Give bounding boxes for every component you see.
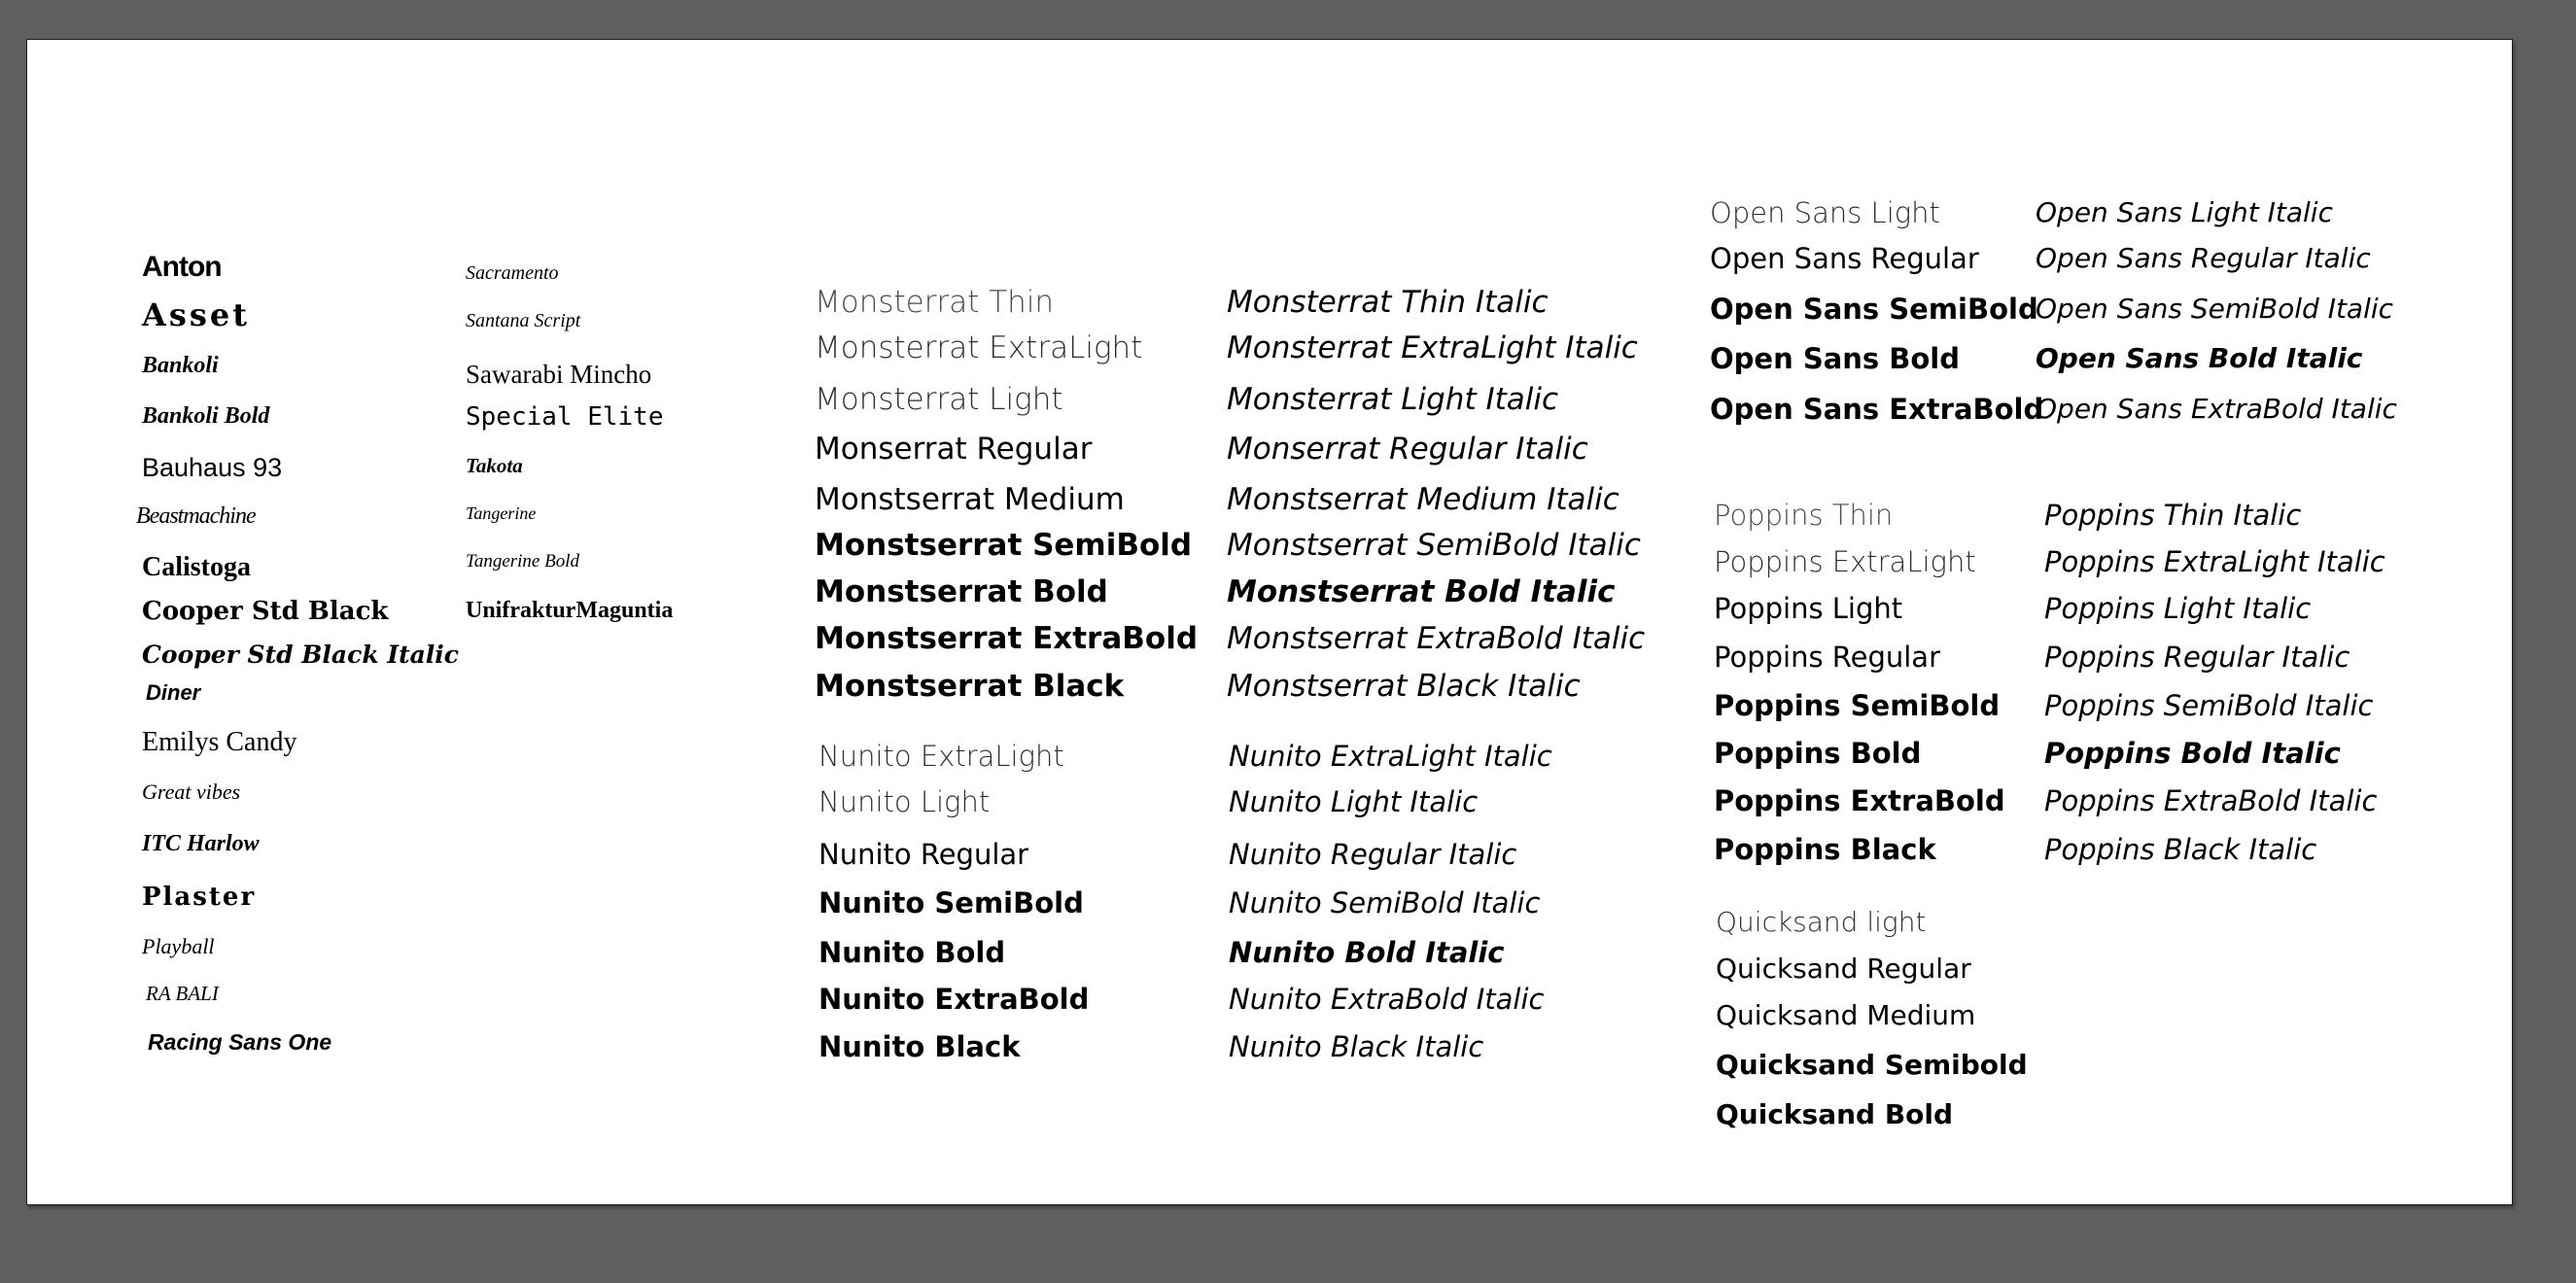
font-sample-poppins-light-italic: Poppins Light Italic [2044,592,2312,625]
font-sample-nunito-semibold: Nunito SemiBold [818,886,1084,919]
font-sample-montserrat-thin: Monsterrat Thin [815,285,1055,320]
font-sample-nunito-light: Nunito Light [818,785,991,818]
font-sample-poppins-semibold-italic: Poppins SemiBold Italic [2044,689,2374,722]
font-sample-calistoga: Calistoga [142,552,251,582]
font-sample-sawarabi-mincho: Sawarabi Mincho [466,360,652,389]
font-sample-santana-script: Santana Script [466,310,581,331]
font-sample-nunito-regular: Nunito Regular [818,838,1029,871]
font-sample-poppins-bold: Poppins Bold [1714,737,1922,770]
font-sample-montserrat-regular: Monserrat Regular [815,432,1093,467]
font-sample-poppins-thin-italic: Poppins Thin Italic [2044,499,2302,532]
font-sample-montserrat-medium: Monstserrat Medium [815,482,1125,517]
font-sample-montserrat-medium-italic: Monstserrat Medium Italic [1227,482,1619,517]
font-sample-quicksand-semibold: Quicksand Semibold [1716,1049,2028,1081]
font-specimen-canvas [26,39,2513,1205]
font-sample-nunito-extralight: Nunito ExtraLight [818,740,1064,773]
font-sample-unifrakturmaguntia: UnifrakturMaguntia [466,598,674,623]
font-sample-bankoli-bold: Bankoli Bold [142,403,270,429]
font-sample-itc-harlow: ITC Harlow [142,831,260,856]
font-sample-nunito-black: Nunito Black [818,1030,1021,1063]
font-sample-open-sans-light-italic: Open Sans Light Italic [2036,196,2333,228]
font-sample-diner: Diner [146,680,201,705]
font-sample-cooper-std-black: Cooper Std Black [142,597,389,626]
font-sample-montserrat-regular-italic: Monserrat Regular Italic [1227,432,1588,467]
font-sample-poppins-extrabold-italic: Poppins ExtraBold Italic [2044,784,2378,817]
font-sample-quicksand-light: Quicksand light [1716,906,1927,938]
font-sample-tangerine-bold: Tangerine Bold [466,551,579,572]
font-sample-plaster: Plaster [142,883,257,912]
font-sample-playball: Playball [142,934,215,958]
font-sample-montserrat-light: Monsterrat Light [815,382,1063,417]
font-sample-bankoli: Bankoli [142,353,219,378]
font-sample-asset: Asset [142,296,250,333]
font-sample-open-sans-light: Open Sans Light [1710,196,1940,229]
font-sample-nunito-bold: Nunito Bold [818,936,1006,969]
font-sample-nunito-regular-italic: Nunito Regular Italic [1229,838,1517,871]
font-sample-quicksand-bold: Quicksand Bold [1716,1098,1954,1130]
font-sample-quicksand-regular: Quicksand Regular [1716,953,1971,985]
font-sample-poppins-black: Poppins Black [1714,833,1936,866]
font-sample-montserrat-extrabold: Monstserrat ExtraBold [815,621,1199,656]
font-sample-montserrat-black: Monstserrat Black [815,669,1125,704]
font-sample-nunito-black-italic: Nunito Black Italic [1229,1030,1484,1063]
font-sample-racing-sans-one: Racing Sans One [148,1029,332,1055]
font-sample-montserrat-thin-italic: Monsterrat Thin Italic [1227,285,1549,320]
font-sample-open-sans-bold-italic: Open Sans Bold Italic [2036,342,2363,374]
font-sample-open-sans-extrabold: Open Sans ExtraBold [1710,393,2044,426]
font-sample-great-vibes: Great vibes [142,780,241,804]
font-sample-poppins-thin: Poppins Thin [1714,499,1894,532]
font-sample-anton: Anton [142,251,222,283]
font-sample-poppins-light: Poppins Light [1714,592,1903,625]
font-sample-poppins-extralight-italic: Poppins ExtraLight Italic [2044,545,2385,578]
font-sample-montserrat-extralight: Monsterrat ExtraLight [815,330,1143,365]
font-sample-quicksand-medium: Quicksand Medium [1716,999,1976,1031]
font-sample-open-sans-regular-italic: Open Sans Regular Italic [2036,242,2371,274]
font-sample-nunito-extralight-italic: Nunito ExtraLight Italic [1229,740,1552,773]
font-sample-montserrat-light-italic: Monsterrat Light Italic [1227,382,1559,417]
font-sample-poppins-bold-italic: Poppins Bold Italic [2044,737,2341,770]
font-sample-montserrat-extralight-italic: Monsterrat ExtraLight Italic [1227,330,1638,365]
font-sample-takota: Takota [466,454,523,477]
font-sample-sacramento: Sacramento [466,262,559,284]
font-sample-nunito-extrabold-italic: Nunito ExtraBold Italic [1229,983,1545,1016]
font-sample-montserrat-bold-italic: Monstserrat Bold Italic [1227,574,1616,609]
font-sample-montserrat-semibold: Monstserrat SemiBold [815,528,1193,563]
font-sample-bauhaus-93: Bauhaus 93 [142,453,283,482]
font-sample-open-sans-extrabold-italic: Open Sans ExtraBold Italic [2036,393,2397,425]
font-sample-montserrat-bold: Monstserrat Bold [815,574,1108,609]
font-sample-nunito-bold-italic: Nunito Bold Italic [1229,936,1505,969]
font-sample-open-sans-bold: Open Sans Bold [1710,342,1961,375]
font-sample-tangerine: Tangerine [466,503,537,523]
font-sample-cooper-std-black-italic: Cooper Std Black Italic [142,641,460,669]
font-sample-ra-bali: RA BALI [146,982,219,1005]
font-sample-nunito-semibold-italic: Nunito SemiBold Italic [1229,886,1541,919]
font-sample-special-elite: Special Elite [466,402,664,432]
font-sample-poppins-regular: Poppins Regular [1714,641,1941,674]
font-sample-poppins-black-italic: Poppins Black Italic [2044,833,2317,866]
font-sample-beastmachine: Beastmachine [136,503,256,529]
font-sample-nunito-extrabold: Nunito ExtraBold [818,983,1090,1016]
font-sample-montserrat-semibold-italic: Monstserrat SemiBold Italic [1227,528,1641,563]
font-sample-emilys-candy: Emilys Candy [142,727,297,757]
font-sample-nunito-light-italic: Nunito Light Italic [1229,785,1479,818]
font-sample-montserrat-black-italic: Monstserrat Black Italic [1227,669,1581,704]
font-sample-poppins-extralight: Poppins ExtraLight [1714,545,1976,578]
font-sample-open-sans-regular: Open Sans Regular [1710,242,1979,275]
font-sample-poppins-regular-italic: Poppins Regular Italic [2044,641,2350,674]
font-sample-open-sans-semibold-italic: Open Sans SemiBold Italic [2036,293,2394,325]
font-sample-poppins-semibold: Poppins SemiBold [1714,689,2001,722]
font-sample-poppins-extrabold: Poppins ExtraBold [1714,784,2005,817]
font-sample-open-sans-semibold: Open Sans SemiBold [1710,293,2038,326]
font-sample-montserrat-extrabold-italic: Monstserrat ExtraBold Italic [1227,621,1646,656]
